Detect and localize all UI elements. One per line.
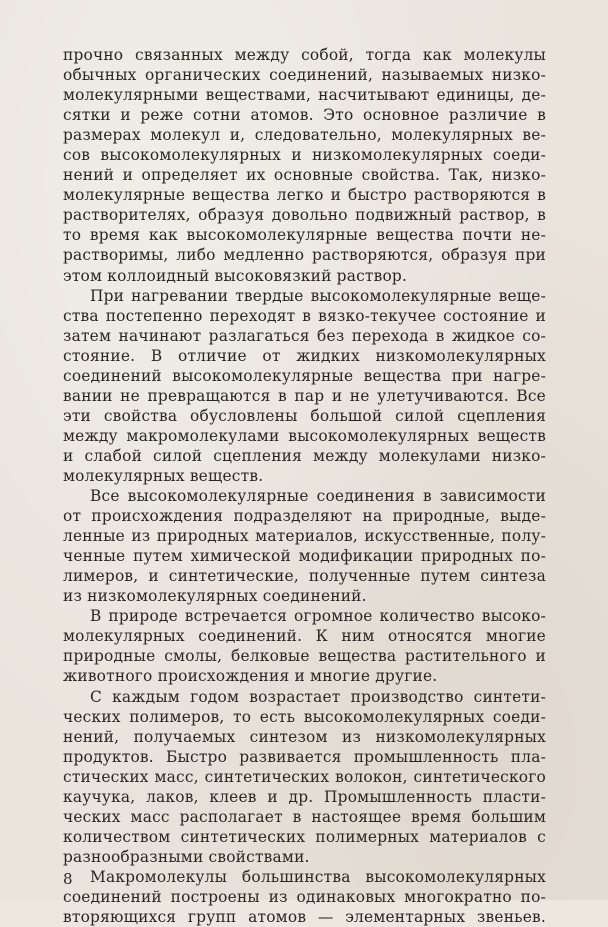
text-line: растворимы, либо медленно растворяются, образуя при [63, 246, 546, 265]
text-line: вании не превращаются в пар и не улетучиваются. Все [63, 386, 546, 405]
text-line: разнообразными свойствами. [63, 847, 310, 866]
text-line: молекулярных веществ. [63, 466, 264, 485]
text-line: затем начинают разлагаться без перехода в жидкое со- [63, 326, 546, 345]
text-line: В природе встречается огромное количество высоко- [90, 607, 546, 626]
text-line: нений и определяет их основные свойства. Так, низко- [63, 166, 546, 185]
text-line: ческих масс располагает в настоящее время большим [63, 807, 546, 826]
body-text [63, 45, 546, 927]
text-line: ства постепенно переходят в вязко-текучее состояние и [63, 306, 546, 325]
text-line: ческих полимеров, то есть высокомолекулярных соеди- [63, 707, 546, 726]
text-line: каучука, лаков, клеев и др. Промышленность пласти- [63, 787, 546, 806]
text-line: растворителях, образуя довольно подвижный раствор, в [63, 206, 546, 225]
text-line: прочно связанных между собой, тогда как молекулы [63, 46, 546, 64]
page-number: 8 [63, 870, 73, 888]
text-line: соединений высокомолекулярные вещества при нагре- [63, 366, 546, 385]
text-line: между макромолекулами высокомолекулярных веществ [63, 426, 546, 445]
text-line: ченные путем химической модификации природных по- [63, 547, 546, 566]
text-line: сов высокомолекулярных и низкомолекулярных соеди- [63, 146, 546, 165]
text-line: молекулярные вещества легко и быстро растворяются в [63, 186, 546, 205]
text-line: то время как высокомолекулярные вещества почти не- [63, 226, 546, 245]
text-line: животного происхождения и многие другие. [63, 667, 438, 686]
text-line: обычных органических соединений, называемых низко- [63, 66, 546, 85]
text-line: стических масс, синтетических волокон, синтетического [63, 767, 546, 786]
text-line: лимеров, и синтетические, полученные путем синтеза [63, 567, 546, 586]
text-line: эти свойства обусловлены большой силой сцепления [63, 406, 546, 425]
text-line: из низкомолекулярных соединений. [63, 587, 367, 606]
text-line: от происхождения подразделяют на природные, выде- [63, 507, 546, 526]
text-line: нений, получаемых синтезом из низкомолекулярных [63, 727, 546, 746]
text-line: молекулярными веществами, насчитывают единицы, де- [63, 86, 546, 105]
text-line: Все высокомолекулярные соединения в зависимости [90, 487, 546, 506]
text-line: продуктов. Быстро развивается промышленность пла- [63, 747, 546, 766]
text-line: стояние. В отличие от жидких низкомолекулярных [63, 346, 546, 365]
text-line: Макромолекулы большинства высокомолекулярных [90, 867, 546, 886]
text-line: ленные из природных материалов, искусственные, полу- [63, 527, 546, 546]
text-line: количеством синтетических полимерных материалов с [63, 827, 546, 846]
text-line: и слабой силой сцепления между молекулами низко- [63, 446, 546, 465]
text-line: вторяющихся групп атомов — элементарных звеньев. [63, 908, 546, 927]
text-line: размерах молекул и, следовательно, молекулярных ве- [63, 126, 546, 145]
text-line: природные смолы, белковые вещества растительного и [63, 647, 546, 666]
text-line: сятки и реже сотни атомов. Это основное различие в [63, 106, 546, 125]
text-line: молекулярных соединений. К ним относятся многие [63, 627, 546, 646]
text-line: При нагревании твердые высокомолекулярные веще- [90, 286, 546, 305]
text-line: С каждым годом возрастает производство синтети- [90, 687, 546, 706]
text-line: соединений построены из одинаковых многократно по- [63, 887, 546, 906]
text-line: этом коллоидный высоковязкий раствор. [63, 266, 408, 285]
